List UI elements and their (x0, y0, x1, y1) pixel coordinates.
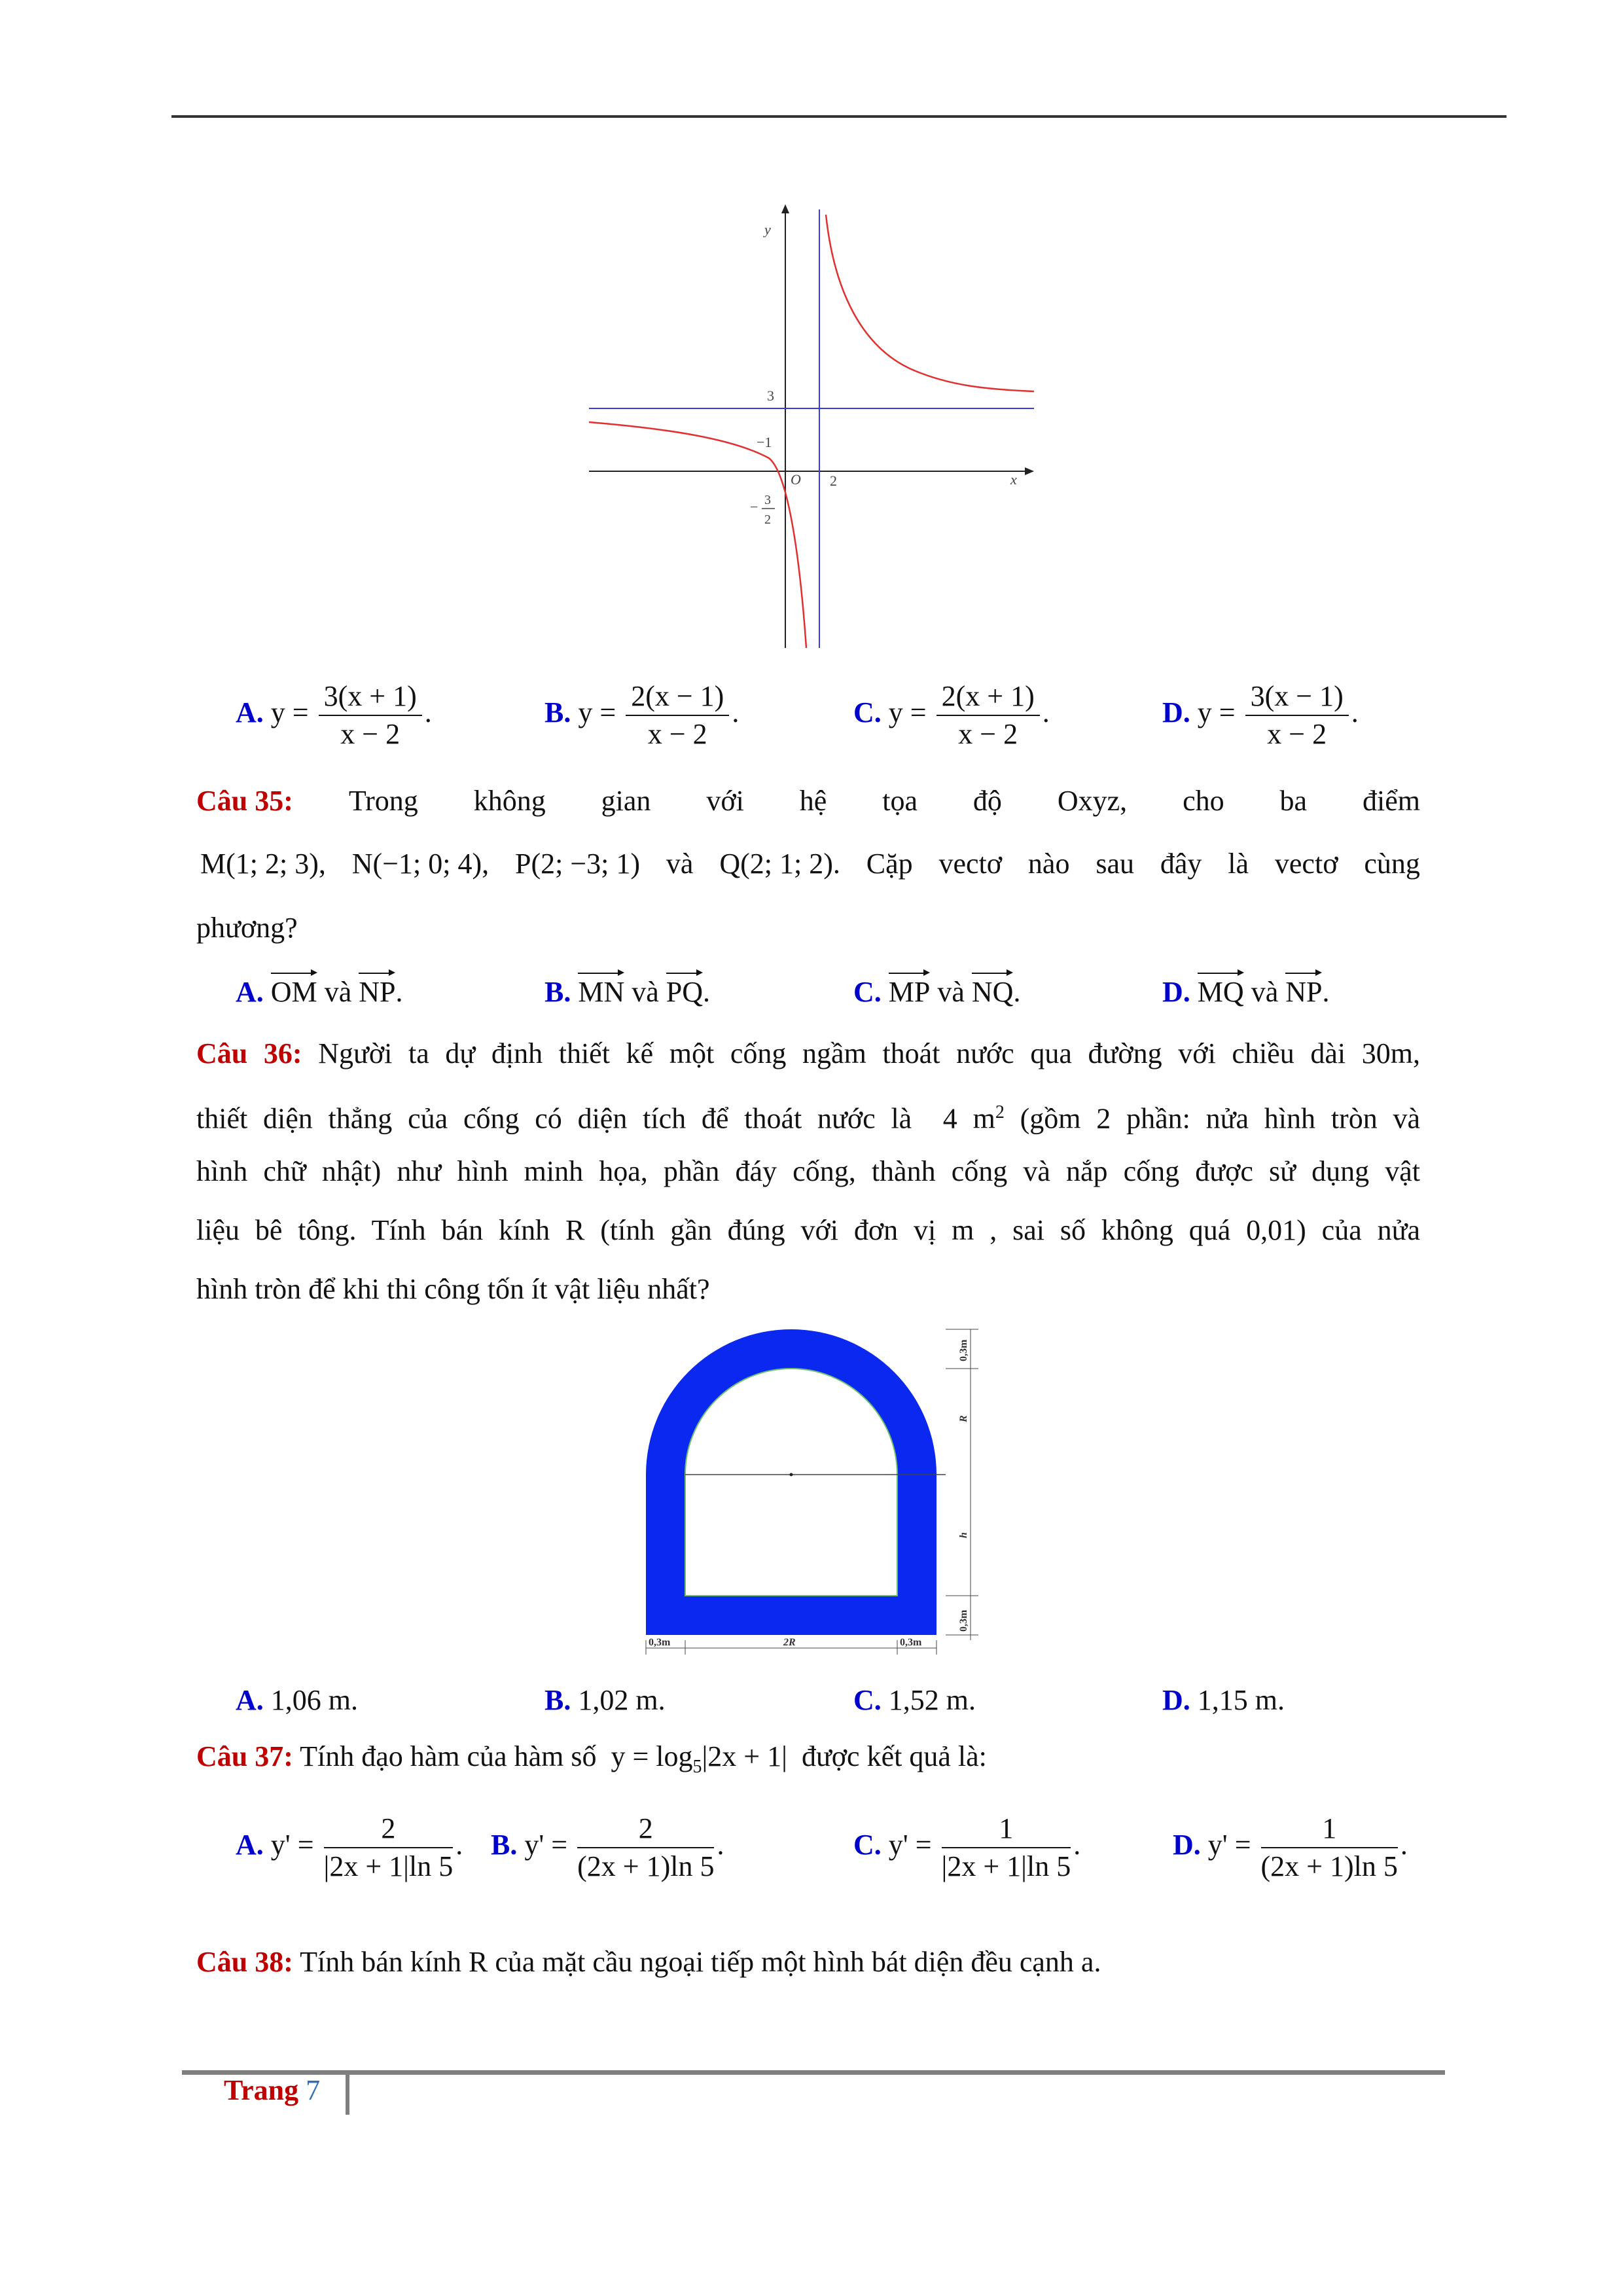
dim-radius: R (958, 1415, 969, 1422)
y-axis-arrow (781, 204, 789, 213)
hyperbola-graph (582, 196, 1047, 655)
q37-label: Câu 37: (196, 1740, 293, 1772)
tick-label-neg-3-2-den: 2 (764, 512, 771, 527)
tick-label-neg1: −1 (757, 434, 772, 450)
q36-line-3: hình chữ nhật) như hình minh họa, phần đáy cống, thành cống và nắp cống được sử dụng vật (196, 1155, 1420, 1187)
curve-right-branch (826, 215, 1034, 391)
dim-top: 0,3m (958, 1339, 969, 1361)
q34-option-d[interactable]: D. y = $\frac{3(x - 1)}{x - 2}$ . (1162, 680, 1359, 750)
footer-rule (182, 2070, 1445, 2075)
q36-line-4: liệu bê tông. Tính bán kính R (tính gần đúng với đơn vị m , sai số không quá 0,01) của nửa (196, 1214, 1420, 1246)
dim-bottom: 0,3m (958, 1609, 969, 1632)
q36-line-1: Câu 36: Người ta dự định thiết kế một cống ngầm thoát nước qua đường với chiều dài 30m, (196, 1037, 1420, 1069)
q36-option-c[interactable]: C. 1,52 m. (853, 1684, 976, 1716)
culvert-cross-section-figure (638, 1327, 1005, 1658)
dim-span-2r: 2R (783, 1637, 796, 1648)
q37-option-a[interactable]: A. y' = $\frac{2}{|2x + 1|\ln 5}$ . (236, 1812, 463, 1882)
q35-line-3: phương? (196, 912, 298, 944)
tick-label-neg-3-2-num: 3 (764, 493, 771, 507)
q37-option-b[interactable]: B. y' = $\frac{2}{(2x + 1)\ln 5}$ . (491, 1812, 724, 1882)
q36-option-a[interactable]: A. 1,06 m. (236, 1684, 359, 1716)
q35-option-c[interactable]: C. MP và NQ. (853, 969, 1020, 1009)
tick-label-2: 2 (830, 473, 837, 489)
q35-option-a[interactable]: A. OM và NP. (236, 969, 402, 1009)
q35-label: Câu 35: (196, 785, 293, 817)
dim-wall-left: 0,3m (649, 1637, 671, 1648)
page-number: Trang 7 (224, 2074, 321, 2106)
y-axis-label: y (764, 221, 771, 238)
q35-line-1: Câu 35: Trong không gian với hệ tọa độ Oxyz, cho ba điểm (196, 785, 1420, 817)
tick-label-3: 3 (767, 387, 774, 404)
origin-label: O (791, 471, 801, 488)
q36-option-b[interactable]: B. 1,02 m. (544, 1684, 666, 1716)
curve-left-branch (589, 422, 806, 648)
q37-line: Câu 37: Tính đạo hàm của hàm số $y = \log_5|2x + 1|$ được kết quả là: (196, 1740, 987, 1777)
q34-option-a[interactable]: A. y = $\frac{3(x + 1)}{x - 2}$ . (236, 680, 432, 750)
x-axis-label: x (1010, 471, 1017, 488)
q37-option-c[interactable]: C. y' = $\frac{1}{|2x + 1|\ln 5}$ . (853, 1812, 1081, 1882)
q34-option-b[interactable]: B. y = $\frac{2(x - 1)}{x - 2}$ . (544, 680, 740, 750)
q38-label: Câu 38: (196, 1946, 293, 1978)
footer-divider (346, 2070, 349, 2115)
q35-line-2: M(1; 2; 3), N(−1; 0; 4), P(2; −3; 1) và Q(2; 1; 2). Cặp vectơ nào sau đây là vectơ cùng (200, 848, 1420, 880)
dim-wall-right: 0,3m (900, 1637, 922, 1648)
q36-label: Câu 36: (196, 1037, 302, 1069)
q35-option-b[interactable]: B. MN và PQ. (544, 969, 710, 1009)
culvert-inner-opening (685, 1369, 897, 1596)
header-rule (171, 115, 1507, 118)
q34-option-c[interactable]: C. y = $\frac{2(x + 1)}{x - 2}$ . (853, 680, 1050, 750)
tick-label-neg-3-2-sign: − (750, 499, 758, 515)
q35-option-d[interactable]: D. MQ và NP. (1162, 969, 1329, 1009)
q36-option-d[interactable]: D. 1,15 m. (1162, 1684, 1285, 1716)
q36-line-5: hình tròn để khi thi công tốn ít vật liệu nhất? (196, 1273, 710, 1305)
dim-height: h (958, 1532, 969, 1538)
q36-line-2: thiết diện thẳng của cống có diện tích để thoát nước là 4 $m^2$ (gồm 2 phần: nửa hình tròn và (196, 1102, 1421, 1135)
q37-option-d[interactable]: D. y' = $\frac{1}{(2x + 1)\ln 5}$ . (1173, 1812, 1408, 1882)
q38-line: Câu 38: Tính bán kính R của mặt cầu ngoại tiếp một hình bát diện đều cạnh a. (196, 1946, 1101, 1978)
x-axis-arrow (1025, 467, 1034, 475)
